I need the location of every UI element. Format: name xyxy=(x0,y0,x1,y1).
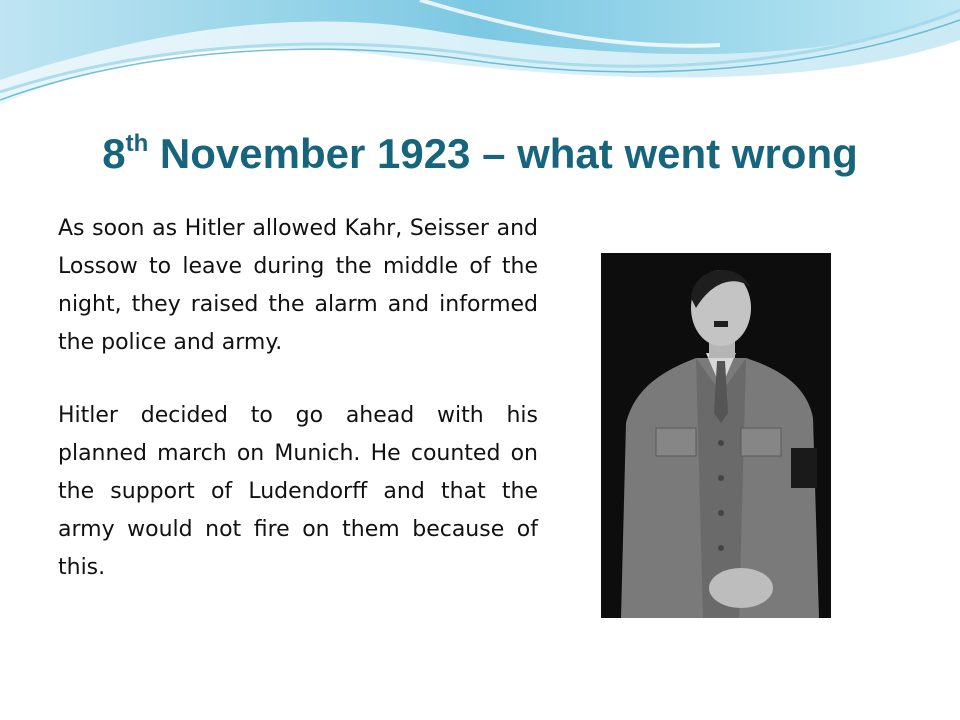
portrait-figure-icon xyxy=(601,253,831,618)
title-ordinal-suffix: th xyxy=(125,130,149,157)
paragraph-2: Hitler decided to go ahead with his planned march on Munich. He counted on the support of Ludendorff and that the army would not fire on them because of this. xyxy=(58,403,538,580)
slide-body xyxy=(58,210,538,587)
slide-title xyxy=(0,130,960,178)
paragraph-1: As soon as Hitler allowed Kahr, Seisser and Lossow to leave during the middle of the night, they raised the alarm and informed the police and army. xyxy=(58,216,538,355)
title-rest: November 1923 – what went wrong xyxy=(148,130,858,177)
title-day: 8 xyxy=(102,130,126,177)
portrait-photo xyxy=(601,253,831,618)
header-wave-decoration xyxy=(0,0,960,120)
